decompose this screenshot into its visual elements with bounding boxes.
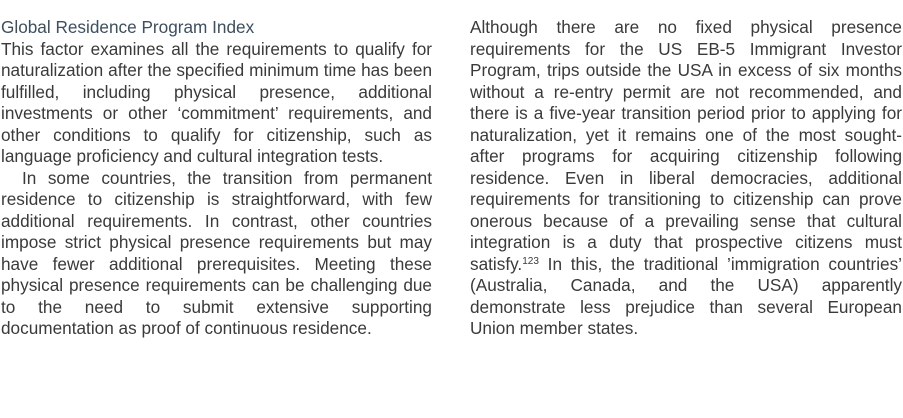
- paragraph-eb5: [470, 17, 902, 340]
- paragraph-eb5-text: Although there are no fixed physical presence requirements for the US EB-5 Immigrant Investor Program, trips outside the USA in excess of six months without a re-entry permit are not recommended, and there is a five-year transition period prior to applying for naturalization, yet it remains one of the most sought-after programs for acquiring citizenship following residence. Even in liberal democracies, additional requirements for transitioning to citizenship can prove onerous because of a prevailing sense that cultural integration is a duty that prospective citizens must satisfy.: [470, 17, 902, 274]
- section-heading: Global Residence Program Index: [1, 17, 255, 37]
- paragraph-transition: In some countries, the transition from permanent residence to citizenship is straightforward, with few additional requirements. In contrast, other countries impose strict physical presence requirements but may have fewer additional prerequisites. Meeting these physical presence requirements can be challenging due to the need to submit extensive supporting documentation as proof of continuous residence.: [1, 167, 432, 338]
- paragraph-intro: This factor examines all the requirements to qualify for naturalization after the specified minimum time has been fulfilled, including physical presence, additional investments or other ‘commitment’ requirements, and other conditions to qualify for citizenship, such as language proficiency and cultural integration tests.: [1, 38, 432, 166]
- right-column: [470, 17, 902, 340]
- left-column: [1, 17, 432, 340]
- paragraph-eb5-continuation: In this, the traditional ’immigration countries’ (Australia, Canada, and the USA) apparently demonstrate less prejudice than several European Union member states.: [470, 253, 902, 338]
- footnote-reference[interactable]: 123: [522, 255, 539, 267]
